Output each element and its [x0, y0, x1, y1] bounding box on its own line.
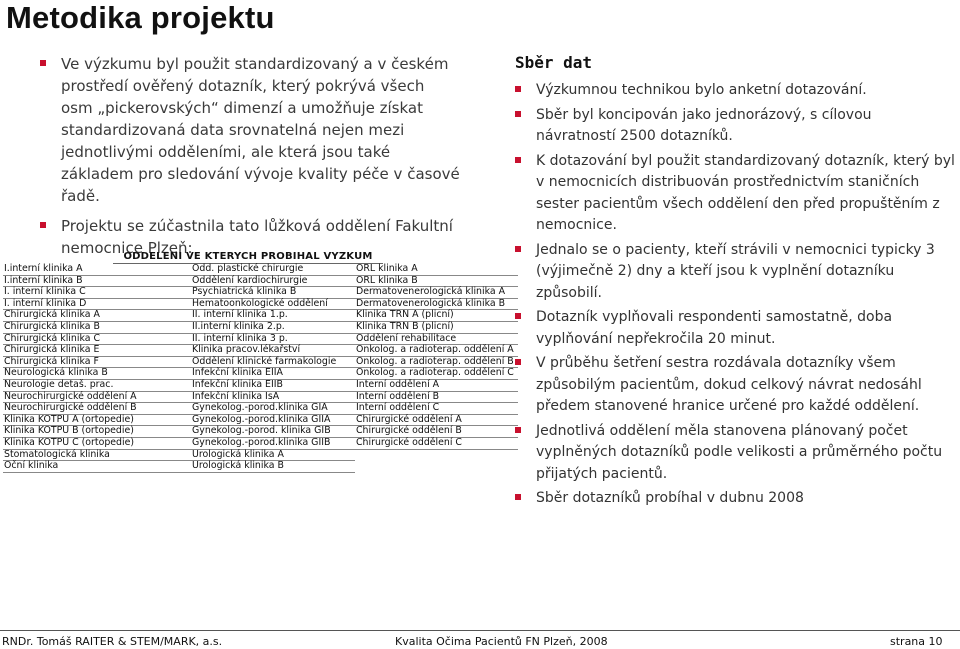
table-row — [3, 310, 518, 322]
left-bullet-list — [40, 53, 460, 267]
table-cell: Oddělení rehabilitace — [355, 333, 518, 345]
bullet-square-icon — [40, 222, 46, 228]
table-cell: Onkolog. a radioterap. oddělení A — [355, 345, 518, 357]
bullet-square-icon — [515, 157, 521, 163]
table-cell: ORL klinika A — [355, 264, 518, 275]
bullet-item — [515, 488, 955, 510]
table-row — [3, 414, 518, 426]
table-cell: Odd. plastické chirurgie — [191, 264, 355, 275]
table-row — [3, 391, 518, 403]
page-title: Metodika projektu — [6, 0, 275, 35]
table-cell: Chirurgické oddělení A — [355, 414, 518, 426]
table-cell: Neurochirurgické oddělení A — [3, 391, 191, 403]
table-row — [3, 379, 518, 391]
table-cell: Chirurgická klinika A — [3, 310, 191, 322]
table-cell: II.interní klinika 2.p. — [191, 321, 355, 333]
bullet-text: Ve výzkumu byl použit standardizovaný a v českém prostředí ověřený dotazník, který pokrývá všech osm „pickerovských“ dimenzí a umožňuje získat standardizovaná data srovnatelná nejen mezi jednotlivými odděleními, ale která jsou také základem pro sledování vývoje kvality péče v časové řadě. — [61, 55, 460, 205]
table-cell: Dermatovenerologická klinika A — [355, 287, 518, 299]
table-cell: Klinika TRN A (plicní) — [355, 310, 518, 322]
table-cell: Gynekolog.-porod. klinika GIB — [191, 426, 355, 438]
table-row — [3, 321, 518, 333]
table-row — [3, 437, 518, 449]
bullet-text: Jednalo se o pacienty, kteří strávili v nemocnici typicky 3 (výjimečně 2) dny a kteří jsou k vyplnění dotazníku způsobilí. — [536, 241, 935, 301]
bullet-square-icon — [40, 60, 46, 66]
table-cell: Oddělení kardiochirurgie — [191, 275, 355, 287]
table-cell: Interní oddělení A — [355, 379, 518, 391]
table-cell: Neurologická klinika B — [3, 368, 191, 380]
table-cell: Chirurgické oddělení C — [355, 437, 518, 449]
table-cell: Chirurgická klinika B — [3, 321, 191, 333]
table-cell: Klinika KOTPU C (ortopedie) — [3, 437, 191, 449]
table-cell: Chirurgická klinika C — [3, 333, 191, 345]
table-cell: Klinika KOTPU B (ortopedie) — [3, 426, 191, 438]
bullet-square-icon — [515, 359, 521, 365]
bullet-text: Sběr byl koncipován jako jednorázový, s cílovou návratností 2500 dotazníků. — [536, 106, 872, 144]
table-cell: Chirurgická klinika F — [3, 356, 191, 368]
table-row — [3, 368, 518, 380]
table-cell: I. interní klinika D — [3, 298, 191, 310]
bullet-square-icon — [515, 427, 521, 433]
table-row — [3, 287, 518, 299]
table-cell: Interní oddělení C — [355, 403, 518, 415]
table-cell: Urologická klinika A — [191, 449, 355, 461]
table-cell: II. interní klinika 1.p. — [191, 310, 355, 322]
table-cell: Chirurgická klinika E — [3, 345, 191, 357]
footer-project: Kvalita Očima Pacientů FN Plzeň, 2008 — [395, 635, 608, 648]
table-cell: Dermatovenerologická klinika B — [355, 298, 518, 310]
table-row — [3, 275, 518, 287]
bullet-square-icon — [515, 111, 521, 117]
departments-table — [3, 264, 518, 473]
bullet-text: Výzkumnou technikou bylo anketní dotazování. — [536, 82, 867, 98]
bullet-square-icon — [515, 246, 521, 252]
departments-table-section — [3, 250, 518, 473]
table-row — [3, 264, 518, 275]
footer-page-number: strana 10 — [890, 635, 943, 648]
table-cell: Infekční klinika EIIB — [191, 379, 355, 391]
section-title: Sběr dat — [515, 53, 593, 72]
table-cell: Gynekolog.-porod.klinika GIA — [191, 403, 355, 415]
table-cell: Infekční klinika EIIA — [191, 368, 355, 380]
data-collection-section — [515, 53, 955, 513]
table-cell: Oční klinika — [3, 461, 191, 473]
bullet-square-icon — [515, 86, 521, 92]
table-cell — [355, 449, 518, 461]
table-cell: I.interní klinika A — [3, 264, 191, 275]
table-cell: Gynekolog.-porod.klinika GIIB — [191, 437, 355, 449]
table-row — [3, 461, 518, 473]
bullet-text: Dotazník vyplňovali respondenti samostatně, doba vyplňování nepřekročila 20 minut. — [536, 309, 893, 347]
bullet-item — [515, 307, 955, 350]
table-row — [3, 333, 518, 345]
table-cell: ORL klinika B — [355, 275, 518, 287]
table-cell: Klinika KOTPU A (ortopedie) — [3, 414, 191, 426]
table-cell: Onkolog. a radioterap. oddělení B — [355, 356, 518, 368]
table-cell: I.interní klinika B — [3, 275, 191, 287]
bullet-text: Sběr dotazníků probíhal v dubnu 2008 — [536, 490, 804, 506]
footer-author: RNDr. Tomáš RAITER & STEM/MARK, a.s. — [2, 635, 223, 648]
bullet-text: V průběhu šetření sestra rozdávala dotazníky všem způsobilým pacientům, dokud celkový návrat nedosáhl předem stanovené hranice určené pro každé oddělení. — [536, 355, 922, 414]
bullet-item — [515, 240, 955, 305]
table-cell: Klinika TRN B (plicní) — [355, 321, 518, 333]
bullet-item — [515, 105, 955, 148]
bullet-text: Projektu se zúčastnila tato lůžková oddělení Fakultní nemocnice Plzeň: — [61, 217, 453, 257]
table-row — [3, 345, 518, 357]
bullet-item — [40, 53, 460, 207]
bullet-item — [515, 80, 955, 102]
table-cell: Infekční klinika IsA — [191, 391, 355, 403]
table-cell: II. interní klinika 3 p. — [191, 333, 355, 345]
bullet-text: Jednotlivá oddělení měla stanovena plánovaný počet vyplněných dotazníků podle velikosti a průměrného počtu přijatých pacientů. — [536, 422, 943, 482]
table-row — [3, 426, 518, 438]
bullet-square-icon — [515, 494, 521, 500]
table-cell: Neurologie detaš. prac. — [3, 379, 191, 391]
table-header: ODDELENI VE KTERYCH PROBIHAL VYZKUM — [113, 250, 383, 264]
table-cell: Gynekolog.-porod.klinika GIIA — [191, 414, 355, 426]
table-cell: Onkolog. a radioterap. oddělení C — [355, 368, 518, 380]
table-row — [3, 403, 518, 415]
table-cell: Chirurgické oddělení B — [355, 426, 518, 438]
table-cell: Urologická klinika B — [191, 461, 355, 473]
table-cell: Interní oddělení B — [355, 391, 518, 403]
bullet-item — [515, 353, 955, 418]
table-cell: Neurochirurgické oddělení B — [3, 403, 191, 415]
table-cell — [355, 461, 518, 473]
table-cell: Psychiatrická klinika B — [191, 287, 355, 299]
footer-divider — [0, 630, 960, 631]
table-cell: I. interní klinika C — [3, 287, 191, 299]
bullet-item — [515, 421, 955, 486]
table-cell: Stomatologická klinika — [3, 449, 191, 461]
table-row — [3, 356, 518, 368]
bullet-square-icon — [515, 313, 521, 319]
table-row — [3, 298, 518, 310]
table-cell: Klinika pracov.lékařství — [191, 345, 355, 357]
bullet-item — [515, 151, 955, 237]
bullet-text: K dotazování byl použit standardizovaný dotazník, který byl v nemocnicích distribuován prostřednictvím staničních sester pacientům všech oddělení den před propuštěním z nemocnice. — [536, 152, 955, 233]
table-cell: Oddělení klinické farmakologie — [191, 356, 355, 368]
table-row — [3, 449, 518, 461]
table-cell: Hematoonkologické oddělení — [191, 298, 355, 310]
